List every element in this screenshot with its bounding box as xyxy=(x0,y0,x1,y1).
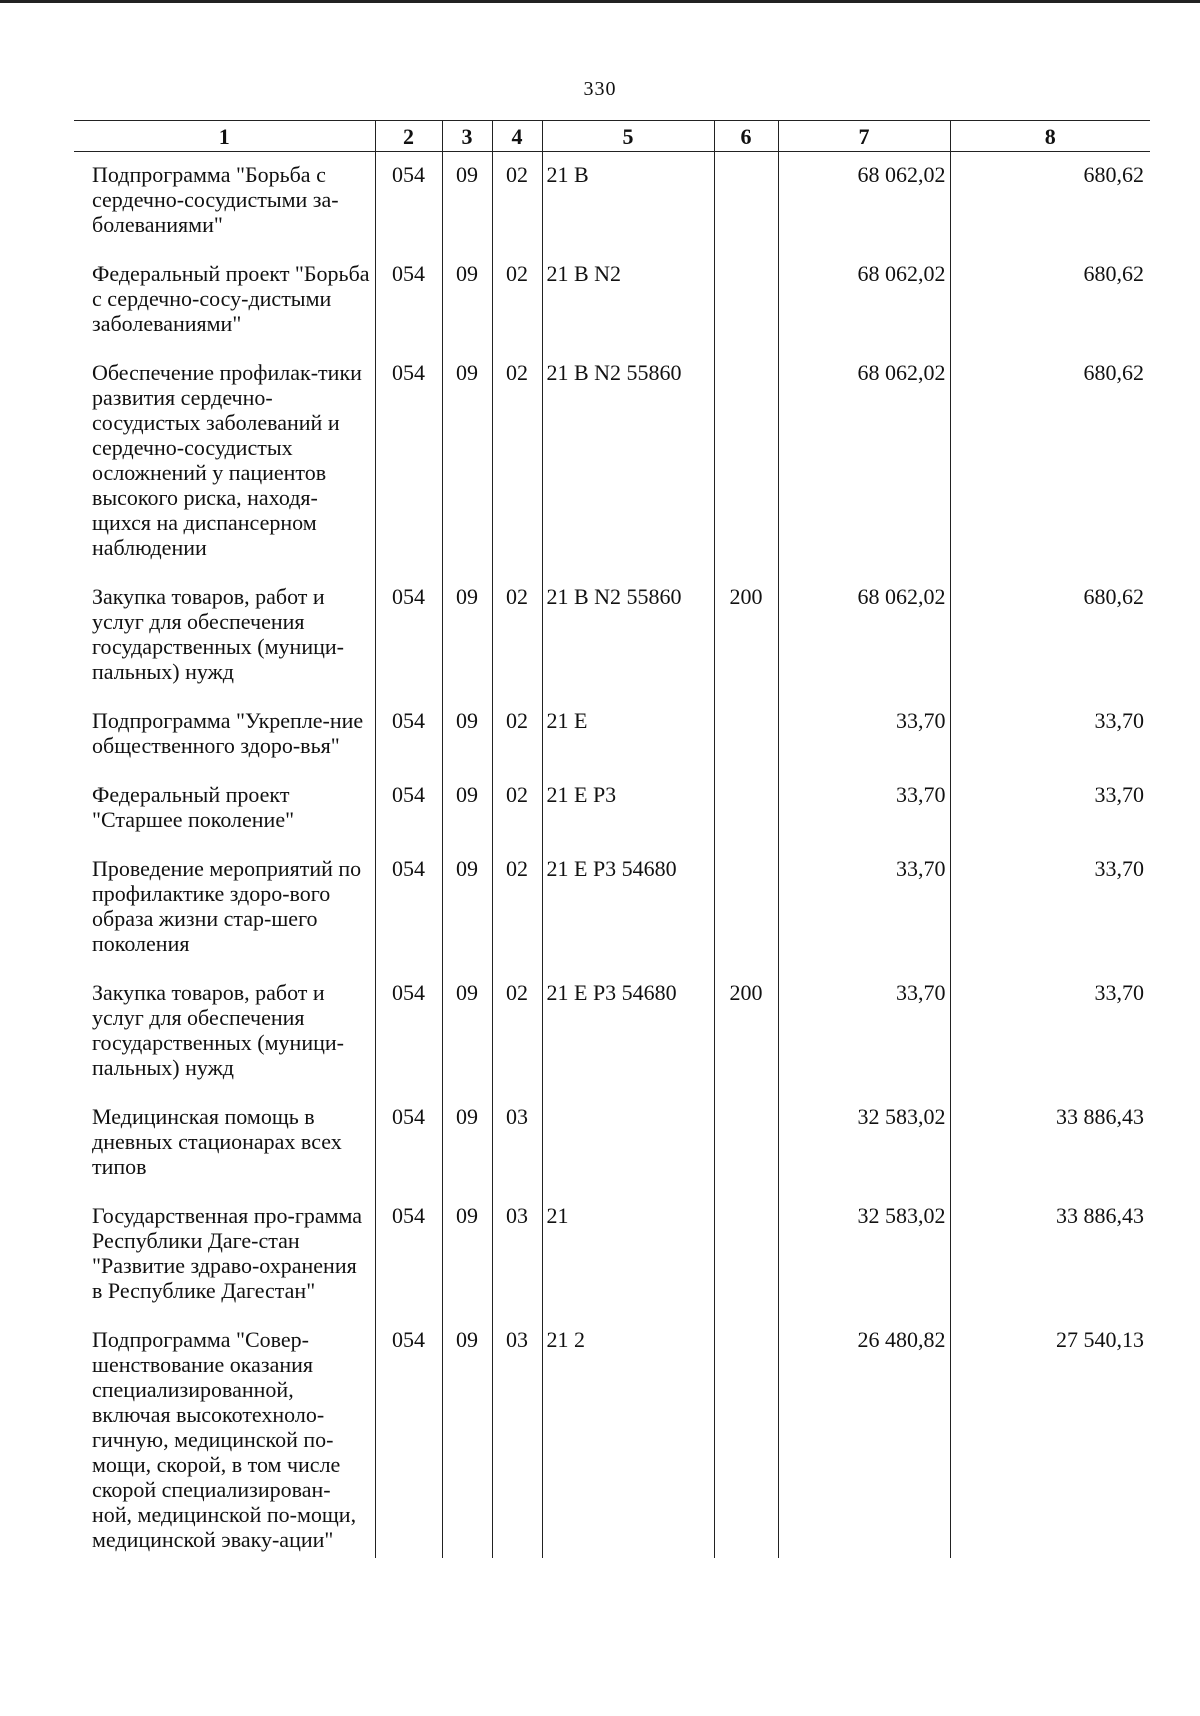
column-header-5: 5 xyxy=(542,121,714,152)
expense-type-code xyxy=(714,350,778,574)
expense-type-code xyxy=(714,846,778,970)
amount-col8: 680,62 xyxy=(950,350,1150,574)
expense-type-code xyxy=(714,1193,778,1317)
column-header-8: 8 xyxy=(950,121,1150,152)
header-row xyxy=(74,121,1150,152)
amount-col8: 33 886,43 xyxy=(950,1094,1150,1193)
amount-col7: 33,70 xyxy=(778,970,950,1094)
amount-col8: 33 886,43 xyxy=(950,1193,1150,1317)
expense-type-code xyxy=(714,1094,778,1193)
amount-col8: 33,70 xyxy=(950,698,1150,772)
expense-type-code: 200 xyxy=(714,574,778,698)
target-article-code: 21 В N2 55860 xyxy=(542,350,714,574)
row-name: Обеспечение профилак-тики развития сердечно-сосудистых заболеваний и сердечно-сосудистых осложнений у пациентов высокого риска, находя-щихся на диспансерном наблюдении xyxy=(92,360,362,560)
section-code: 09 xyxy=(442,152,492,252)
amount-col7: 26 480,82 xyxy=(778,1317,950,1558)
row-name: Подпрограмма "Совер-шенствование оказания специализированной, включая высокотехноло-гичную, медицинской по-мощи, скорой, в том числе скорой специализирован-ной, медицинской по-мощи, медицинской эваку-ации" xyxy=(92,1327,357,1552)
ministry-code: 054 xyxy=(375,846,442,970)
column-header-4: 4 xyxy=(492,121,542,152)
amount-col7: 68 062,02 xyxy=(778,574,950,698)
target-article-code: 21 Е Р3 54680 xyxy=(542,846,714,970)
table-row xyxy=(74,152,1150,252)
subsection-code: 02 xyxy=(492,574,542,698)
section-code: 09 xyxy=(442,970,492,1094)
subsection-code: 02 xyxy=(492,772,542,846)
table-row xyxy=(74,772,1150,846)
table-row xyxy=(74,970,1150,1094)
section-code: 09 xyxy=(442,698,492,772)
amount-col8: 680,62 xyxy=(950,152,1150,252)
ministry-code: 054 xyxy=(375,574,442,698)
column-header-3: 3 xyxy=(442,121,492,152)
amount-col7: 32 583,02 xyxy=(778,1193,950,1317)
target-article-code: 21 В N2 55860 xyxy=(542,574,714,698)
column-header-6: 6 xyxy=(714,121,778,152)
amount-col8: 680,62 xyxy=(950,574,1150,698)
row-name: Государственная про-грамма Республики Даге-стан "Развитие здраво-охранения в Республике Дагестан" xyxy=(92,1203,363,1303)
subsection-code: 03 xyxy=(492,1193,542,1317)
table-row xyxy=(74,1094,1150,1193)
row-name: Закупка товаров, работ и услуг для обеспечения государственных (муници-пальных) нужд xyxy=(92,980,344,1080)
ministry-code: 054 xyxy=(375,152,442,252)
amount-col7: 68 062,02 xyxy=(778,152,950,252)
target-article-code: 21 В N2 xyxy=(542,251,714,350)
budget-table xyxy=(74,120,1150,1558)
target-article-code: 21 2 xyxy=(542,1317,714,1558)
ministry-code: 054 xyxy=(375,1094,442,1193)
amount-col8: 27 540,13 xyxy=(950,1317,1150,1558)
row-name: Подпрограмма "Укрепле-ние общественного здоро-вья" xyxy=(92,708,364,758)
amount-col8: 33,70 xyxy=(950,970,1150,1094)
target-article-code: 21 В xyxy=(542,152,714,252)
ministry-code: 054 xyxy=(375,698,442,772)
ministry-code: 054 xyxy=(375,1317,442,1558)
section-code: 09 xyxy=(442,350,492,574)
table-header xyxy=(74,121,1150,152)
target-article-code: 21 xyxy=(542,1193,714,1317)
amount-col7: 68 062,02 xyxy=(778,350,950,574)
expense-type-code xyxy=(714,772,778,846)
amount-col7: 33,70 xyxy=(778,846,950,970)
column-header-2: 2 xyxy=(375,121,442,152)
section-code: 09 xyxy=(442,1094,492,1193)
ministry-code: 054 xyxy=(375,1193,442,1317)
section-code: 09 xyxy=(442,772,492,846)
table-row xyxy=(74,251,1150,350)
section-code: 09 xyxy=(442,846,492,970)
subsection-code: 02 xyxy=(492,970,542,1094)
subsection-code: 02 xyxy=(492,846,542,970)
amount-col8: 33,70 xyxy=(950,772,1150,846)
ministry-code: 054 xyxy=(375,350,442,574)
section-code: 09 xyxy=(442,1193,492,1317)
scan-top-edge xyxy=(0,0,1200,3)
amount-col7: 33,70 xyxy=(778,698,950,772)
amount-col7: 32 583,02 xyxy=(778,1094,950,1193)
row-name: Федеральный проект "Борьба с сердечно-сосу-дистыми заболеваниями" xyxy=(92,261,370,336)
row-name: Подпрограмма "Борьба с сердечно-сосудистыми за-болеваниями" xyxy=(92,162,339,237)
page-number: 330 xyxy=(583,78,617,100)
amount-col7: 68 062,02 xyxy=(778,251,950,350)
table-row xyxy=(74,350,1150,574)
row-name: Медицинская помощь в дневных стационарах всех типов xyxy=(92,1104,342,1179)
subsection-code: 02 xyxy=(492,350,542,574)
table-row xyxy=(74,698,1150,772)
amount-col8: 680,62 xyxy=(950,251,1150,350)
subsection-code: 02 xyxy=(492,152,542,252)
expense-type-code xyxy=(714,1317,778,1558)
section-code: 09 xyxy=(442,1317,492,1558)
section-code: 09 xyxy=(442,251,492,350)
column-header-7: 7 xyxy=(778,121,950,152)
expense-type-code xyxy=(714,698,778,772)
expense-type-code xyxy=(714,251,778,350)
subsection-code: 03 xyxy=(492,1094,542,1193)
table-row xyxy=(74,846,1150,970)
target-article-code: 21 Е xyxy=(542,698,714,772)
row-name: Проведение мероприятий по профилактике здоро-вого образа жизни стар-шего поколения xyxy=(92,856,362,956)
table-row xyxy=(74,1193,1150,1317)
subsection-code: 03 xyxy=(492,1317,542,1558)
target-article-code: 21 Е Р3 xyxy=(542,772,714,846)
expense-type-code xyxy=(714,152,778,252)
subsection-code: 02 xyxy=(492,698,542,772)
ministry-code: 054 xyxy=(375,251,442,350)
target-article-code: 21 Е Р3 54680 xyxy=(542,970,714,1094)
subsection-code: 02 xyxy=(492,251,542,350)
row-name: Закупка товаров, работ и услуг для обеспечения государственных (муници-пальных) нужд xyxy=(92,584,344,684)
column-header-1: 1 xyxy=(74,121,375,152)
ministry-code: 054 xyxy=(375,772,442,846)
row-name: Федеральный проект "Старшее поколение" xyxy=(92,782,295,832)
ministry-code: 054 xyxy=(375,970,442,1094)
table-row xyxy=(74,1317,1150,1558)
amount-col7: 33,70 xyxy=(778,772,950,846)
target-article-code xyxy=(542,1094,714,1193)
table-row xyxy=(74,574,1150,698)
amount-col8: 33,70 xyxy=(950,846,1150,970)
table-body xyxy=(74,152,1150,1559)
expense-type-code: 200 xyxy=(714,970,778,1094)
section-code: 09 xyxy=(442,574,492,698)
